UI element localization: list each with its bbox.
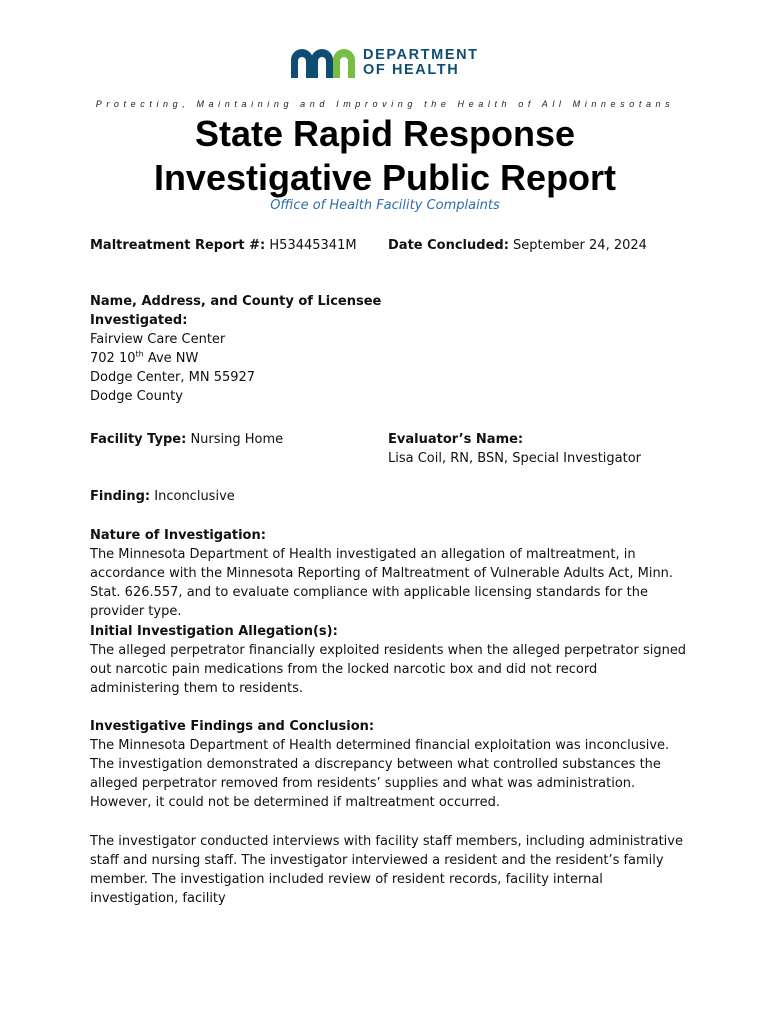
logo-text (363, 48, 479, 78)
licensee-county: Dodge County (90, 389, 183, 404)
nature-text: The Minnesota Department of Health investigated an allegation of maltreatment, in accordance with the Minnesota Reporting of Maltreatment of Vulnerable Adults Act, Minn. Stat. 626.557, and to evaluate compliance with applicable licensing standards for the provider type. (90, 547, 674, 619)
mdh-logo (291, 48, 481, 80)
title-line-2: Investigative Public Report (153, 157, 617, 198)
office-subtitle: Office of Health Facility Complaints (270, 198, 500, 213)
evaluator (388, 430, 641, 468)
licensee-block (90, 292, 381, 406)
finding (90, 487, 235, 506)
mn-state-logo-icon (291, 48, 359, 78)
findings-section (90, 717, 690, 812)
allegation-text: The alleged perpetrator financially exploited residents when the alleged perpetrator signed out narcotic pain medications from the locked narcotic box and did not record administering them to residents. (90, 643, 687, 696)
interviews-paragraph: The investigator conducted interviews with facility staff members, including administrative staff and nursing staff. The investigator interviewed a resident and the resident’s family member. The investigation included review of resident records, facility internal investigation, facility (90, 834, 683, 906)
finding-label: Finding: (90, 489, 151, 504)
date-concluded (388, 236, 647, 255)
report-number (90, 236, 357, 255)
report-number-label: Maltreatment Report #: (90, 238, 266, 253)
logo-line-1: DEPARTMENT (363, 47, 479, 63)
licensee-label-1: Name, Address, and County of Licensee (90, 294, 382, 309)
logo-line-2: OF HEALTH (363, 62, 460, 78)
finding-value: Inconclusive (154, 489, 235, 504)
licensee-name: Fairview Care Center (90, 332, 226, 347)
tagline: Protecting, Maintaining and Improving the Health of All Minnesotans (95, 99, 675, 109)
licensee-city: Dodge Center, MN 55927 (90, 370, 256, 385)
findings-text: The Minnesota Department of Health determined financial exploitation was inconclusive. The investigation demonstrated a discrepancy between what controlled substances the alleged perpetrator removed from residents’ supplies and what was administration. However, it could not be determined if maltreatment occurred. (90, 738, 670, 810)
nature-heading: Nature of Investigation: (90, 528, 266, 543)
evaluator-value: Lisa Coil, RN, BSN, Special Investigator (388, 451, 642, 466)
report-number-value: H53445341M (269, 238, 357, 253)
allegation-heading: Initial Investigation Allegation(s): (90, 624, 338, 639)
date-concluded-value: September 24, 2024 (513, 238, 647, 253)
facility-type-label: Facility Type: (90, 432, 187, 447)
findings-heading: Investigative Findings and Conclusion: (90, 719, 375, 734)
facility-type-value: Nursing Home (190, 432, 284, 447)
licensee-label-2: Investigated: (90, 313, 188, 328)
title-line-1: State Rapid Response (194, 113, 576, 154)
page-title (0, 112, 770, 200)
licensee-address: 702 10th Ave NW (90, 349, 199, 366)
facility-type (90, 430, 283, 449)
allegation-section (90, 622, 690, 698)
nature-section (90, 526, 690, 621)
evaluator-label: Evaluator’s Name: (388, 432, 524, 447)
date-concluded-label: Date Concluded: (388, 238, 509, 253)
